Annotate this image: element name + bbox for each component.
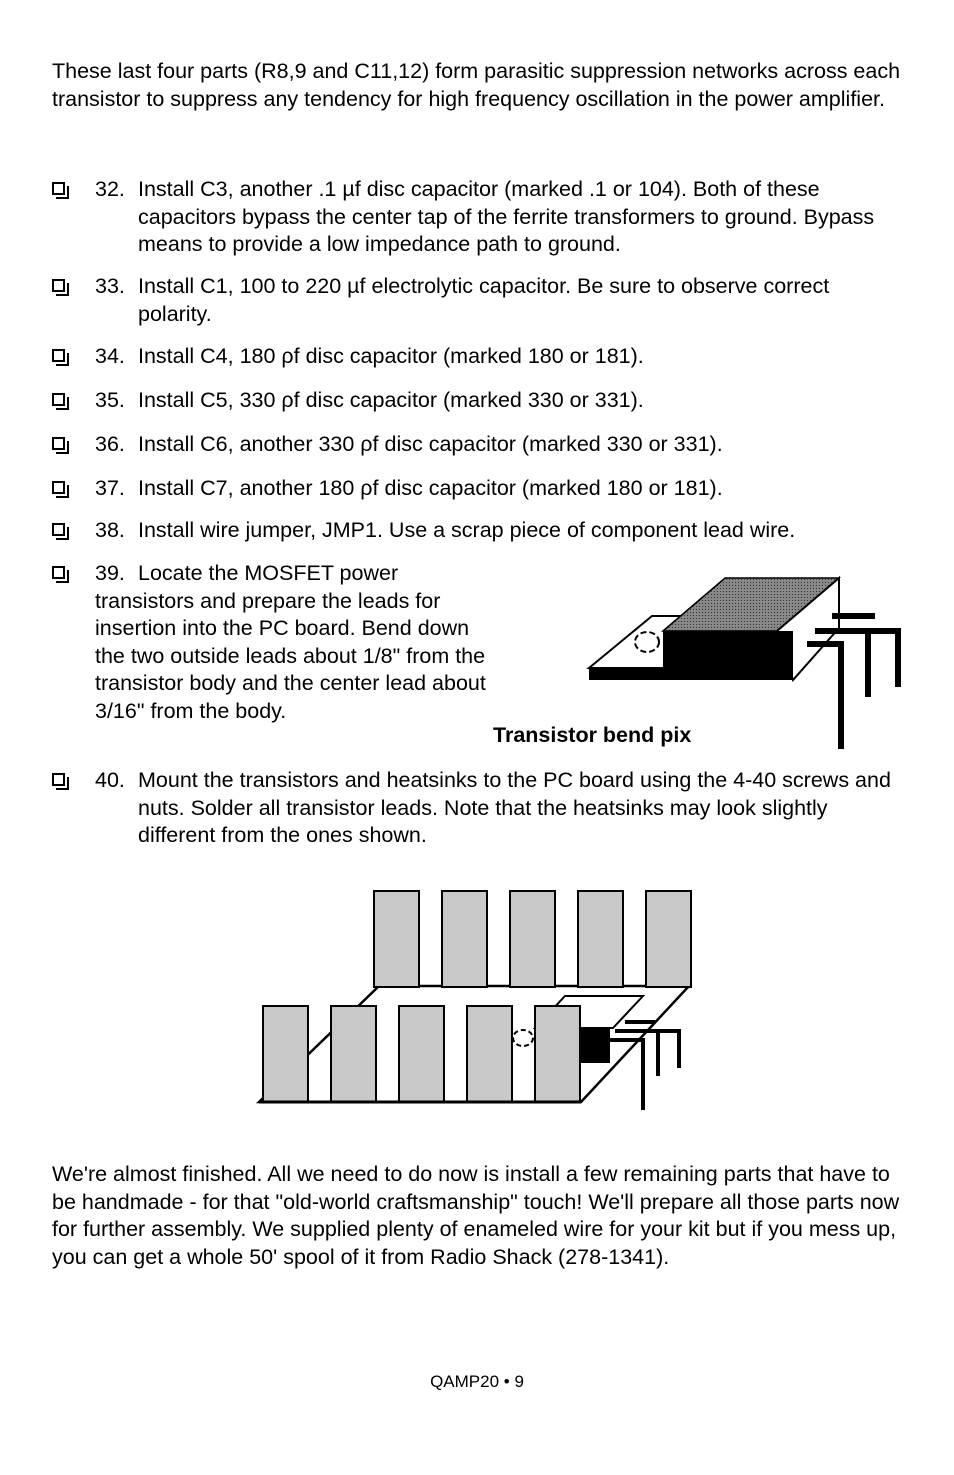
heatsink-figure xyxy=(255,888,695,1113)
step-text: Locate the MOSFET power transistors and prepare the leads for insertion into the PC board. Bend down the two outside leads about 1/8" from the transistor body and the center lead about 3/16" from the body. xyxy=(95,561,486,723)
step-text: Install C1, 100 to 220 µf electrolytic capacitor. Be sure to observe correct polarity. xyxy=(138,274,830,326)
step-text: Install wire jumper, JMP1. Use a scrap piece of component lead wire. xyxy=(138,518,796,542)
step-text: Install C4, 180 ρf disc capacitor (marked 180 or 181). xyxy=(138,344,644,368)
figure-caption: Transistor bend pix xyxy=(493,723,692,747)
step-text: Install C6, another 330 ρf disc capacitor (marked 330 or 331). xyxy=(138,432,723,456)
checkbox-icon[interactable] xyxy=(52,481,65,494)
step-number: 33. xyxy=(95,274,125,298)
heatsink-fin xyxy=(646,891,691,987)
step-text: Install C7, another 180 ρf disc capacitor (marked 180 or 181). xyxy=(138,476,723,500)
heatsink-fin xyxy=(399,1006,444,1102)
step-number: 36. xyxy=(95,432,125,456)
page-footer: QAMP20 • 9 xyxy=(430,1372,524,1391)
step-39-body xyxy=(95,560,495,725)
heatsink-fin xyxy=(331,1006,376,1102)
checkbox-icon[interactable] xyxy=(52,523,65,536)
heatsink-fin xyxy=(467,1006,512,1102)
step-number: 38. xyxy=(95,518,125,542)
step-number: 37. xyxy=(95,476,125,500)
step-text: Mount the transistors and heatsinks to the PC board using the 4-40 screws and nuts. Solder all transistor leads. Note that the heatsinks may look slightly different from the ones shown. xyxy=(138,768,891,847)
step-number: 34. xyxy=(95,344,125,368)
checkbox-icon[interactable] xyxy=(52,182,65,195)
closing-paragraph: We're almost finished. All we need to do now is install a few remaining parts that have to be handmade - for that "old-world craftsmanship" touch! We'll prepare all those parts now for further assembly. We supplied plenty of enameled wire for your kit but if you mess up, you can get a whole 50' spool of it from Radio Shack (278-1341). xyxy=(52,1162,900,1269)
transistor-body-front xyxy=(663,631,793,680)
checkbox-icon[interactable] xyxy=(52,393,65,406)
checkbox-icon[interactable] xyxy=(52,437,65,450)
checkbox-icon[interactable] xyxy=(52,566,65,579)
step-number: 32. xyxy=(95,177,125,201)
step-number: 39. xyxy=(95,561,125,585)
step-text: Install C5, 330 ρf disc capacitor (marked 330 or 331). xyxy=(138,388,644,412)
heatsink-fin xyxy=(263,1006,308,1102)
step-number: 35. xyxy=(95,388,125,412)
heatsink-fin xyxy=(442,891,487,987)
step-number: 40. xyxy=(95,768,125,792)
checkbox-icon[interactable] xyxy=(52,773,65,786)
intro-paragraph: These last four parts (R8,9 and C11,12) form parasitic suppression networks across each transistor to suppress any tendency for high frequency oscillation in the power amplifier. xyxy=(52,59,901,111)
step-text: Install C3, another .1 µf disc capacitor (marked .1 or 104). Both of these capacitors bypass the center tap of the ferrite transformers to ground. Bypass means to provide a low impedance path to ground. xyxy=(138,177,875,256)
checkbox-icon[interactable] xyxy=(52,349,65,362)
heatsink-fin xyxy=(578,891,623,987)
heatsink-fin xyxy=(535,1006,580,1102)
heatsink-fin xyxy=(374,891,419,987)
heatsink-fin xyxy=(510,891,555,987)
checkbox-icon[interactable] xyxy=(52,279,65,292)
